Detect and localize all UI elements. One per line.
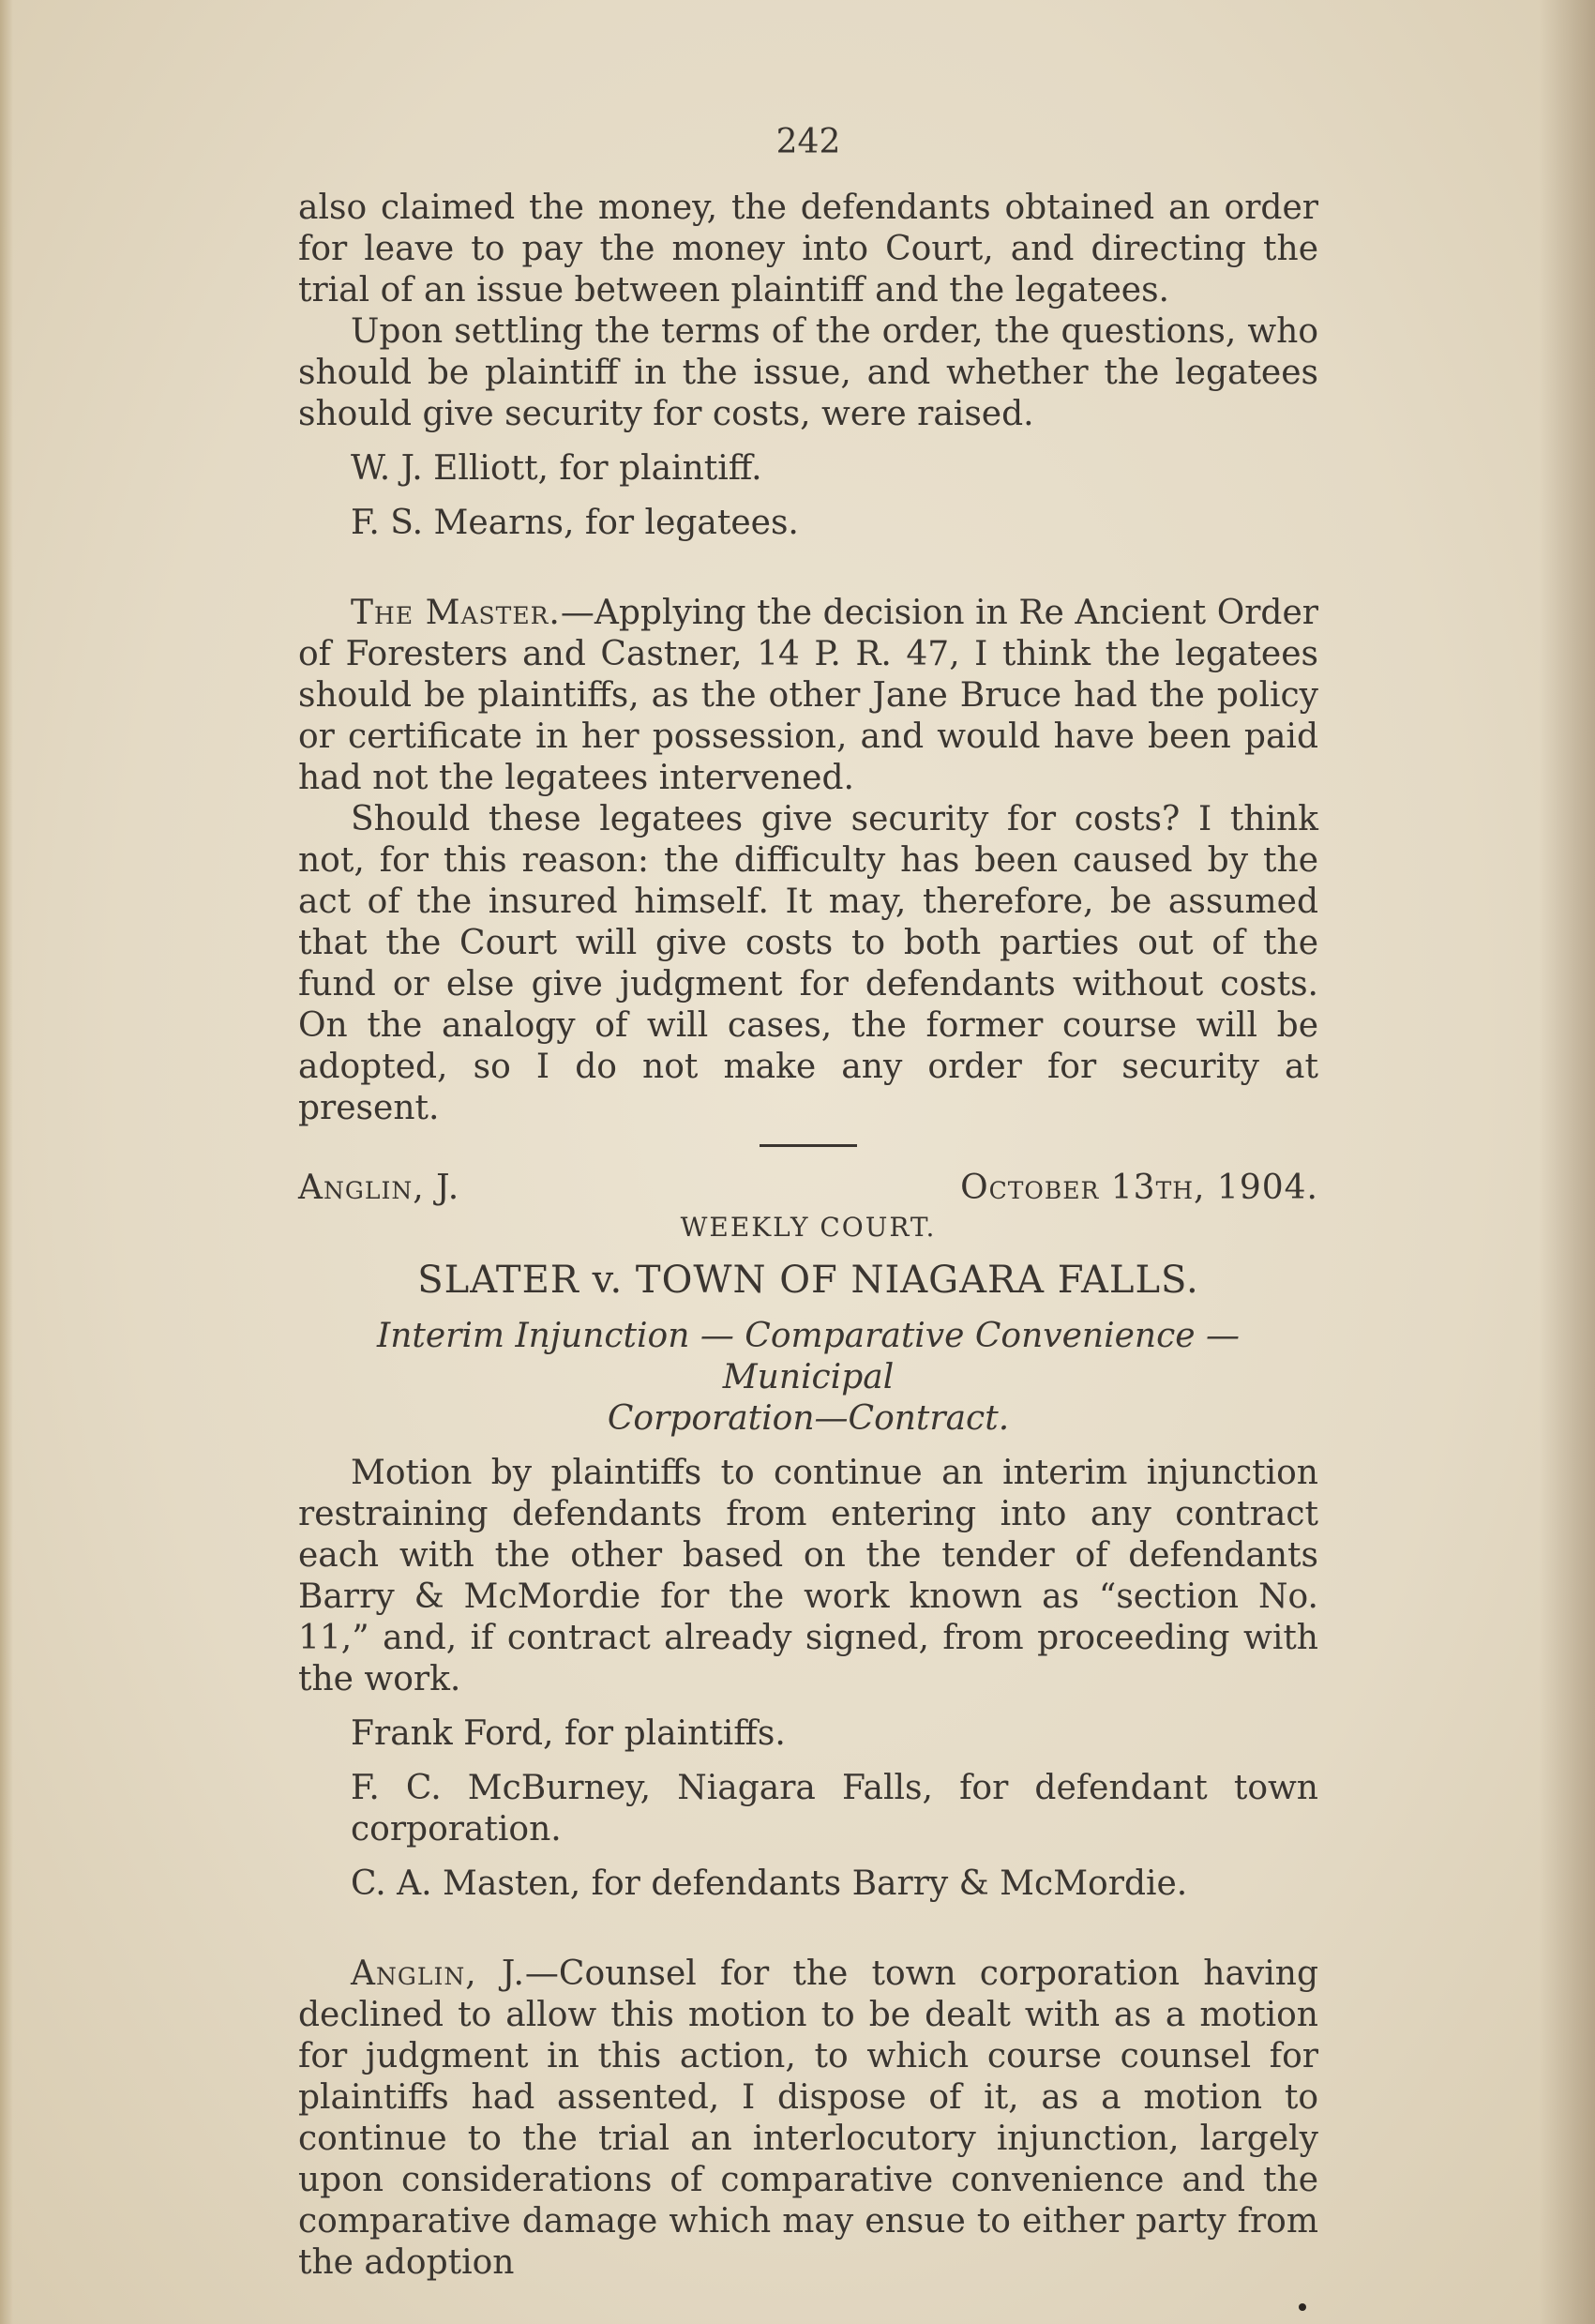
counsel-line: F. C. McBurney, Niagara Falls, for defendant town corporation. <box>351 1769 1318 1849</box>
text-column <box>298 122 1318 2284</box>
right-edge-shadow <box>1539 0 1595 2324</box>
court-name: WEEKLY COURT. <box>680 1212 937 1243</box>
paragraph: Should these legatees give security for costs? I think not, for this reason: the difficulty has been caused by the act of the insured himself. It may, therefore, be assumed that the Court will give costs to both parties out of the fund or else give judgment for defendants without costs. On the analogy of will cases, the former course will be adopted, so I do not make any order for security at present. <box>298 800 1318 1127</box>
paragraph: Upon settling the terms of the order, the questions, who should be plaintiff in the issue, and whether the legatees should give security for costs, were raised. <box>298 312 1318 433</box>
paragraph: also claimed the money, the defendants obtained an order for leave to pay the money into Court, and directing the trial of an issue between plaintiff and the legatees. <box>298 189 1318 309</box>
headnote-line: Interim Injunction — Comparative Convenience — Municipal <box>376 1317 1241 1396</box>
speaker-name: Anglin, J. <box>351 1954 525 1993</box>
case-title: SLATER v. TOWN OF NIAGARA FALLS. <box>417 1259 1199 1302</box>
ink-dot <box>1299 2303 1306 2311</box>
counsel-line: Frank Ford, for plaintiffs. <box>351 1714 786 1753</box>
counsel-line: W. J. Elliott, for plaintiff. <box>351 449 762 488</box>
page-number: 242 <box>775 123 841 161</box>
case-header-line <box>298 1168 1318 1209</box>
counsel-line: F. S. Mearns, for legatees. <box>351 504 799 542</box>
counsel-line: C. A. Masten, for defendants Barry & McMordie. <box>351 1864 1188 1903</box>
speaker-name: The Master. <box>351 594 561 632</box>
judgment-text: —Counsel for the town corporation having declined to allow this motion to be dealt with as a motion for judgment in this action, to which course counsel for plaintiffs had assented, I dispose of it, as a motion to continue to the trial an interlocutory injunction, largely upon considerations of comparative convenience and the comparative damage which may ensue to either party from the adoption <box>298 1954 1318 2282</box>
judge-name: Anglin, J. <box>298 1169 460 1207</box>
master-judgment-text: —Applying the decision in Re Ancient Order of Foresters and Castner, 14 P. R. 47, I think the legatees should be plaintiffs, as the other Jane Bruce had the policy or certificate in her possession, and would have been paid had not the legatees intervened. <box>298 594 1318 797</box>
section-divider <box>760 1144 857 1147</box>
decision-date: October 13th, 1904. <box>960 1169 1318 1207</box>
motion-paragraph: Motion by plaintiffs to continue an interim injunction restraining defendants from entering into any contract each with the other based on the tender of defendants Barry & McMordie for the work known as “section No. 11,” and, if contract already signed, from proceeding with the work. <box>298 1454 1318 1698</box>
headnote-line: Corporation—Contract. <box>607 1399 1010 1438</box>
master-judgment <box>298 593 1318 799</box>
left-edge-shadow <box>0 0 13 2324</box>
judgment-paragraph <box>298 1954 1318 2284</box>
